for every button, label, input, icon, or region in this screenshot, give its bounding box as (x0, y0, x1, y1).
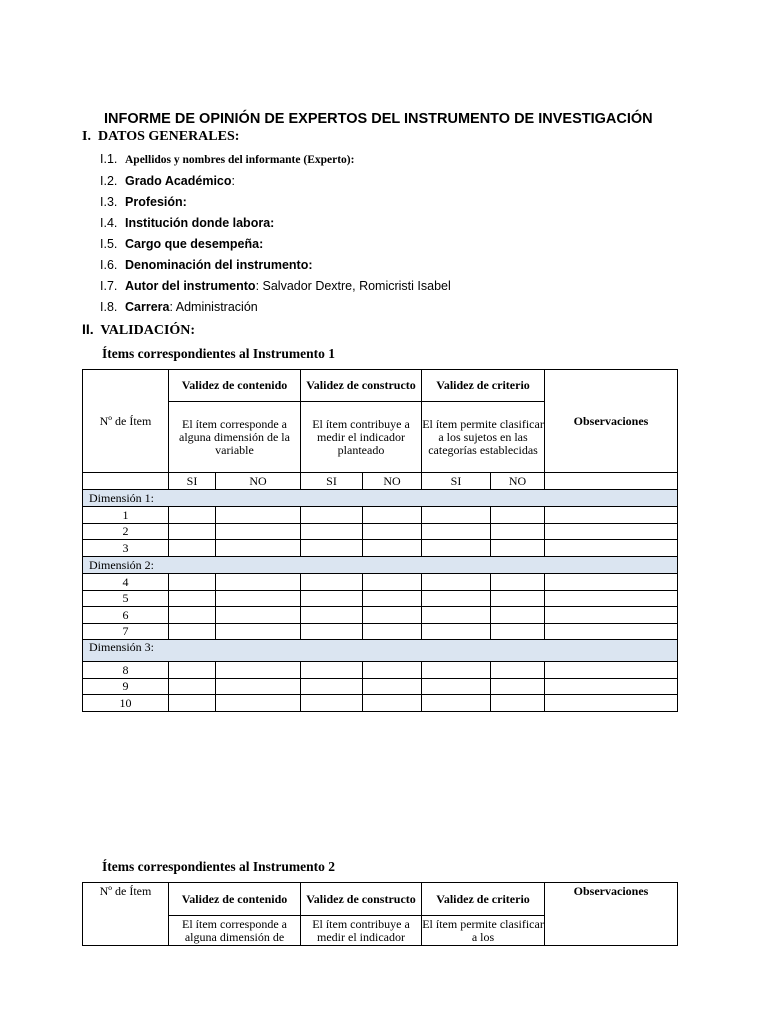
no-cell[interactable] (216, 662, 301, 679)
observation-cell[interactable] (545, 574, 678, 591)
col-criterio-description: El ítem permite clasificar a los sujetos en las categorías establecidas (422, 402, 545, 473)
no-cell[interactable] (363, 524, 422, 540)
col-validez-contenido: Validez de contenido (169, 370, 301, 402)
item-number: 5 (83, 591, 169, 607)
field-denominacion (100, 258, 313, 272)
col-validez-criterio: Validez de criterio (422, 883, 545, 916)
observation-cell[interactable] (545, 607, 678, 624)
table-row (83, 624, 678, 640)
observation-cell[interactable] (545, 591, 678, 607)
field-number: I.4. (100, 216, 118, 230)
field-number: I.8. (100, 300, 118, 314)
item-number: 10 (83, 695, 169, 712)
no-cell[interactable] (491, 574, 545, 591)
item-number: 9 (83, 679, 169, 695)
no-cell[interactable] (216, 574, 301, 591)
field-number: I.3. (100, 195, 118, 209)
col-constructo-description: El ítem contribuye a medir el indicador (301, 916, 422, 946)
table-row (83, 662, 678, 679)
field-number: I.5. (100, 237, 118, 251)
table-row (83, 695, 678, 712)
no-cell[interactable] (363, 540, 422, 557)
no-cell[interactable] (216, 607, 301, 624)
no-cell[interactable] (491, 695, 545, 712)
si-cell[interactable] (422, 607, 491, 624)
si-cell[interactable] (301, 679, 363, 695)
item-number: 7 (83, 624, 169, 640)
field-label: Autor del instrumento (125, 279, 256, 293)
field-value: : Salvador Dextre, Romicristi Isabel (255, 279, 451, 293)
no-cell[interactable] (216, 540, 301, 557)
si-cell[interactable] (301, 507, 363, 524)
no-cell[interactable] (216, 624, 301, 640)
table-row (83, 607, 678, 624)
no-cell[interactable] (363, 695, 422, 712)
no-cell[interactable] (216, 524, 301, 540)
si-cell[interactable] (422, 574, 491, 591)
field-autor (100, 279, 451, 293)
si-cell[interactable] (301, 574, 363, 591)
observation-cell[interactable] (545, 507, 678, 524)
item-number: 2 (83, 524, 169, 540)
si-cell[interactable] (301, 591, 363, 607)
field-number: I.6. (100, 258, 118, 272)
section-1-title: DATOS GENERALES: (97, 129, 240, 144)
table-row (83, 679, 678, 695)
table-2-caption: Ítems correspondientes al Instrumento 2 (102, 859, 335, 874)
observation-cell[interactable] (545, 679, 678, 695)
no-cell[interactable] (363, 624, 422, 640)
field-number: I.7. (100, 279, 118, 293)
si-cell[interactable] (422, 524, 491, 540)
item-number: 3 (83, 540, 169, 557)
si-cell[interactable] (422, 540, 491, 557)
table-1-caption: Ítems correspondientes al Instrumento 1 (102, 346, 335, 361)
si-cell[interactable] (422, 591, 491, 607)
table-row (83, 507, 678, 524)
si-header: SI (169, 473, 216, 490)
section-2-number: II. (82, 321, 94, 337)
item-number: 6 (83, 607, 169, 624)
item-number-header: Nº de Ítem (83, 883, 169, 946)
field-cargo (100, 237, 263, 251)
si-cell[interactable] (169, 574, 216, 591)
si-header: SI (301, 473, 363, 490)
no-header: NO (216, 473, 301, 490)
si-cell[interactable] (169, 679, 216, 695)
no-cell[interactable] (491, 679, 545, 695)
dimension-row: Dimensión 2: (83, 557, 678, 574)
no-cell[interactable] (216, 679, 301, 695)
si-cell[interactable] (422, 679, 491, 695)
si-cell[interactable] (422, 624, 491, 640)
col-validez-criterio: Validez de criterio (422, 370, 545, 402)
si-cell[interactable] (422, 695, 491, 712)
field-carrera (100, 300, 258, 314)
no-cell[interactable] (363, 507, 422, 524)
no-cell[interactable] (363, 662, 422, 679)
no-header: NO (363, 473, 422, 490)
section-2-heading (82, 321, 195, 339)
table-row (83, 540, 678, 557)
field-value: : (231, 174, 235, 188)
si-cell[interactable] (422, 662, 491, 679)
table-row (83, 524, 678, 540)
field-value: : Administración (169, 300, 258, 314)
table-row (83, 574, 678, 591)
field-grado-academico (100, 174, 235, 188)
dimension-row: Dimensión 3: (83, 640, 678, 662)
si-cell[interactable] (301, 524, 363, 540)
item-number: 8 (83, 662, 169, 679)
col-observaciones: Observaciones (545, 883, 678, 946)
col-contenido-description: El ítem corresponde a alguna dimensión de la variable (169, 402, 301, 473)
item-number: 4 (83, 574, 169, 591)
field-informante (100, 152, 354, 166)
page-title: INFORME DE OPINIÓN DE EXPERTOS DEL INSTRUMENTO DE INVESTIGACIÓN (104, 111, 653, 127)
no-cell[interactable] (216, 507, 301, 524)
observation-cell[interactable] (545, 662, 678, 679)
field-profesion (100, 195, 187, 209)
no-cell[interactable] (491, 507, 545, 524)
field-label: Apellidos y nombres del informante (Experto): (125, 154, 355, 166)
table-row (83, 591, 678, 607)
no-cell[interactable] (363, 679, 422, 695)
col-validez-constructo: Validez de constructo (301, 883, 422, 916)
col-validez-contenido: Validez de contenido (169, 883, 301, 916)
field-number: I.1. (100, 152, 118, 166)
si-cell[interactable] (301, 607, 363, 624)
field-label: Cargo que desempeña: (125, 237, 264, 251)
observation-cell[interactable] (545, 624, 678, 640)
dimension-row: Dimensión 1: (83, 490, 678, 507)
si-cell[interactable] (301, 624, 363, 640)
empty-cell (83, 473, 169, 490)
no-cell[interactable] (491, 662, 545, 679)
no-cell[interactable] (216, 695, 301, 712)
validation-table-2 (82, 882, 678, 946)
si-cell[interactable] (169, 591, 216, 607)
si-cell[interactable] (169, 524, 216, 540)
field-number: I.2. (100, 174, 118, 188)
no-cell[interactable] (216, 591, 301, 607)
no-cell[interactable] (491, 591, 545, 607)
si-cell[interactable] (169, 607, 216, 624)
empty-cell (545, 473, 678, 490)
item-number-header: Nº de Ítem (83, 370, 169, 473)
observation-cell[interactable] (545, 540, 678, 557)
validation-table-1 (82, 369, 678, 712)
si-cell[interactable] (301, 540, 363, 557)
si-cell[interactable] (422, 507, 491, 524)
col-contenido-description: El ítem corresponde a alguna dimensión de (169, 916, 301, 946)
field-label: Carrera (125, 300, 170, 314)
si-cell[interactable] (169, 507, 216, 524)
section-1-number: I. (82, 129, 91, 144)
col-constructo-description: El ítem contribuye a medir el indicador planteado (301, 402, 422, 473)
section-1-heading (82, 129, 239, 145)
no-cell[interactable] (363, 591, 422, 607)
section-2-title: VALIDACIÓN: (100, 323, 196, 338)
field-label: Profesión: (125, 195, 187, 209)
si-cell[interactable] (169, 540, 216, 557)
no-cell[interactable] (491, 624, 545, 640)
no-cell[interactable] (491, 540, 545, 557)
si-cell[interactable] (169, 662, 216, 679)
field-label: Institución donde labora: (125, 216, 275, 230)
field-label: Denominación del instrumento: (125, 258, 313, 272)
si-header: SI (422, 473, 491, 490)
si-cell[interactable] (169, 624, 216, 640)
no-header: NO (491, 473, 545, 490)
observation-cell[interactable] (545, 524, 678, 540)
si-cell[interactable] (301, 695, 363, 712)
col-validez-constructo: Validez de constructo (301, 370, 422, 402)
col-criterio-description: El ítem permite clasificar a los (422, 916, 544, 944)
no-cell[interactable] (491, 524, 545, 540)
si-cell[interactable] (169, 695, 216, 712)
si-cell[interactable] (301, 662, 363, 679)
field-institucion (100, 216, 274, 230)
col-observaciones: Observaciones (545, 370, 678, 473)
no-cell[interactable] (363, 574, 422, 591)
field-label: Grado Académico (125, 174, 232, 188)
observation-cell[interactable] (545, 695, 678, 712)
no-cell[interactable] (363, 607, 422, 624)
no-cell[interactable] (491, 607, 545, 624)
item-number: 1 (83, 507, 169, 524)
